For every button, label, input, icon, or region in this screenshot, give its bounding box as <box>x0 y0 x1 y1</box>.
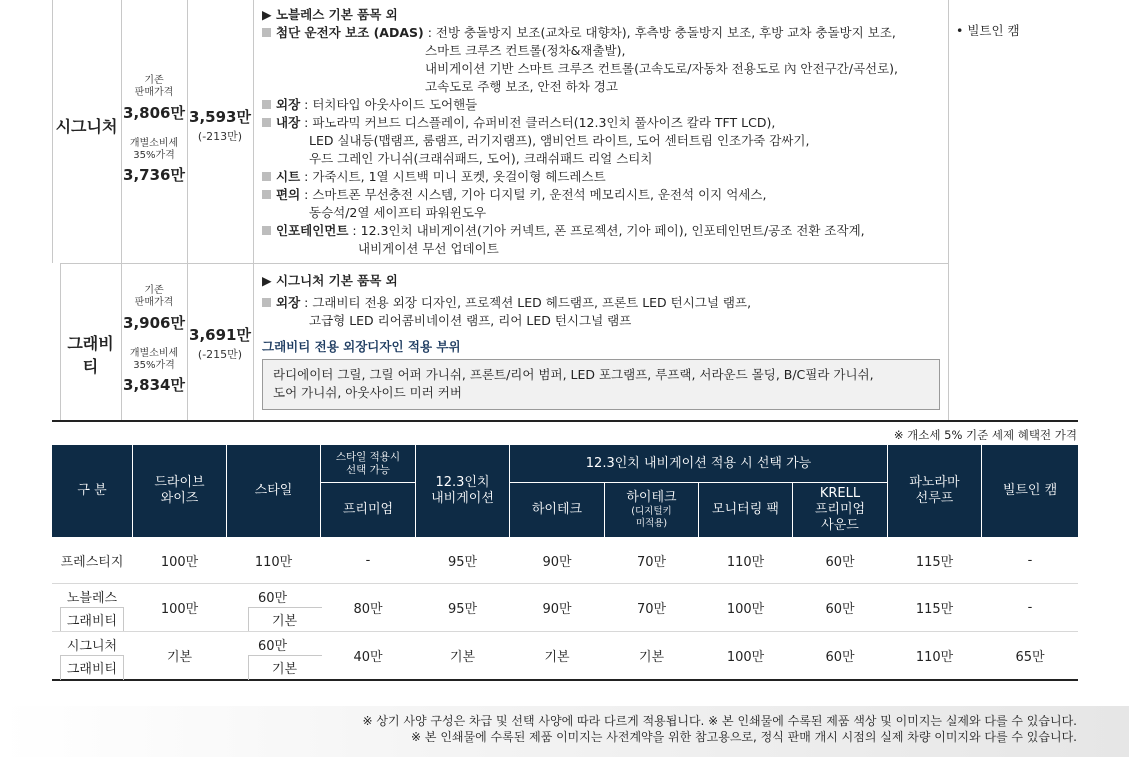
cell-cam: 65만 <box>1015 650 1045 665</box>
cell-monitoring: 110만 <box>726 554 765 570</box>
th-style-group: 스타일 적용시 선택 가능 <box>321 445 415 482</box>
cell-drive: 100만 <box>160 554 199 570</box>
trim-name-gravity: 그래비티 <box>67 334 114 376</box>
tax-price-label: 개별소비세 35%가격 <box>129 348 179 371</box>
old-price: 3,806만 <box>123 104 185 122</box>
trim-name-signature: 시그니처 <box>55 117 118 136</box>
gravity-design-title: 그래비티 전용 외장디자인 적용 부위 <box>262 339 461 354</box>
spec-line: 12.3인치 내비게이션(기아 커넥트, 폰 프로젝션, 기아 페이), 인포테인먼트/공조 전환 조작계, <box>360 223 865 238</box>
th-builtin-cam: 빌트인 캠 <box>982 445 1078 537</box>
cell-drive: 기본 <box>166 650 193 665</box>
cell-hitech2: 70만 <box>636 602 667 617</box>
spec-line: 파노라믹 커브드 디스플레이, 슈퍼비전 클러스터(12.3인치 풀사이즈 칼라 TFT LCD), <box>312 115 776 130</box>
spec-line: 내비게이션 무선 업데이트 <box>358 241 499 256</box>
cell-hitech2: 기본 <box>638 650 665 665</box>
footer-line-1: ※ 상기 사양 구성은 차급 및 선택 사양에 따라 다르게 적용됩니다. ※ 본 인쇄물에 수록된 제품 색상 및 이미지는 실제와 다를 수 있습니다. <box>362 714 1077 728</box>
spec-line: 고급형 LED 리어콤비네이션 램프, 리어 LED 턴시그널 램프 <box>309 313 632 328</box>
bullet-square-icon <box>262 298 271 307</box>
tax-price: 3,736만 <box>123 166 185 184</box>
spec-line: 스마트 크루즈 컨트롤(정차&재출발), <box>425 43 626 58</box>
spec-sep: : <box>300 169 313 184</box>
spec-item-seat <box>262 168 606 186</box>
spec-label: 편의 <box>276 187 301 202</box>
cell-krell: 60만 <box>825 602 855 617</box>
old-price-label: 기존 판매가격 <box>134 285 174 308</box>
th-drive-wise: 드라이브 와이즈 <box>133 445 226 537</box>
builtin-cam-item: • 빌트인 캠 <box>956 23 1020 38</box>
spec-label: 외장 <box>276 295 301 310</box>
row-trim: 시그니처 <box>66 638 118 654</box>
bullet-square-icon <box>262 100 271 109</box>
cell-monitoring: 100만 <box>726 602 765 617</box>
spec-line: 고속도로 주행 보조, 안전 하차 경고 <box>425 79 618 94</box>
spec-line: 우드 그레인 가니쉬(크래쉬패드, 도어), 크래쉬패드 리얼 스티치 <box>309 151 653 166</box>
th-gubun: 구 분 <box>52 445 132 537</box>
cell-cam: - <box>1027 552 1033 568</box>
cell-navi: 기본 <box>449 650 476 665</box>
spec-label: 외장 <box>276 97 301 112</box>
cell-monitoring: 100만 <box>726 650 765 665</box>
spec-sep: : <box>300 187 313 202</box>
spec-sep: : <box>300 295 313 310</box>
spec-label: 첨단 운전자 보조 (ADAS) <box>276 25 424 40</box>
th-hitech2-sub: (디지털키 미적용) <box>631 506 672 529</box>
th-hitech2-label: 하이테크 <box>626 490 677 505</box>
price-diff: (-215만) <box>197 348 243 361</box>
cell-hitech: 90만 <box>542 602 572 617</box>
old-price-label: 기존 판매가격 <box>134 75 174 98</box>
cell-navi: 95만 <box>447 554 478 570</box>
row-trim: 프레스티지 <box>60 554 124 570</box>
spec-item-convenience <box>262 186 766 204</box>
row-sub-trim: 그래비티 <box>66 662 118 677</box>
cell-style: 110만 <box>254 554 293 570</box>
signature-spec-heading: ▶ 노블레스 기본 품목 외 <box>262 7 398 22</box>
row-trim: 노블레스 <box>66 590 118 606</box>
cell-hitech: 90만 <box>542 554 572 570</box>
cell-krell: 60만 <box>825 554 855 570</box>
gravity-spec-heading: ▶ 시그니처 기본 품목 외 <box>262 273 398 288</box>
tax-note: ※ 개소세 5% 기준 세제 혜택전 가격 <box>893 428 1077 442</box>
cell-premium: - <box>365 552 371 568</box>
spec-sep: : <box>348 223 361 238</box>
cell-navi: 95만 <box>447 602 478 617</box>
gravity-design-line: 라디에이터 그릴, 그릴 어퍼 가니쉬, 프론트/리어 범퍼, LED 포그램프, 루프랙, 서라운드 몰딩, B/C필라 가니쉬, <box>273 367 874 382</box>
spec-label: 내장 <box>276 115 301 130</box>
row-sub-trim: 그래비티 <box>66 614 118 629</box>
price-diff: (-213만) <box>197 130 243 143</box>
spec-label: 시트 <box>276 169 301 184</box>
sale-price: 3,691만 <box>189 326 251 344</box>
cell-drive: 100만 <box>160 602 199 617</box>
cell-premium: 80만 <box>353 602 383 617</box>
cell-sunroof: 110만 <box>915 650 954 665</box>
bullet-square-icon <box>262 226 271 235</box>
spec-line: LED 실내등(맵램프, 룸램프, 러기지램프), 앰비언트 라이트, 도어 센터트림 인조가죽 감싸기, <box>309 133 810 148</box>
th-sunroof: 파노라마 선루프 <box>888 445 981 537</box>
spec-line: 스마트폰 무선충전 시스템, 기아 디지털 키, 운전석 메모리시트, 운전석 이지 억세스, <box>312 187 767 202</box>
spec-sep: : <box>300 115 313 130</box>
gravity-design-line: 도어 가니쉬, 아웃사이드 미러 커버 <box>273 385 462 400</box>
spec-label: 인포테인먼트 <box>276 223 349 238</box>
spec-line: 가죽시트, 1열 시트백 미니 포켓, 옷걸이형 헤드레스트 <box>312 169 606 184</box>
bullet-square-icon <box>262 28 271 37</box>
spec-sep: : <box>300 97 313 112</box>
footer-line-2: ※ 본 인쇄물에 수록된 제품 이미지는 사전계약을 위한 참고용으로, 정식 판매 개시 시점의 실제 차량 이미지와 다를 수 있습니다. <box>411 730 1077 744</box>
cell-hitech2: 70만 <box>636 554 667 570</box>
spec-item-infotainment <box>262 222 865 240</box>
th-navi: 12.3인치 내비게이션 <box>416 445 509 537</box>
spec-item-interior <box>262 114 775 132</box>
spec-line: 터치타입 아웃사이드 도어핸들 <box>312 97 478 112</box>
cell-style-sub: 기본 <box>271 662 298 677</box>
footer-notice <box>0 706 1129 757</box>
cell-krell: 60만 <box>825 650 855 665</box>
th-navi-group: 12.3인치 내비게이션 적용 시 선택 가능 <box>510 445 887 482</box>
th-monitoring: 모니터링 팩 <box>699 483 792 537</box>
bullet-square-icon <box>262 190 271 199</box>
cell-style: 60만 <box>258 638 288 654</box>
bullet-square-icon <box>262 172 271 181</box>
cell-sunroof: 115만 <box>915 554 954 570</box>
tax-price-label: 개별소비세 35%가격 <box>129 138 179 161</box>
th-hitech2 <box>605 483 698 537</box>
spec-item-gravity-exterior <box>262 294 751 312</box>
tax-price: 3,834만 <box>123 376 185 394</box>
old-price: 3,906만 <box>123 314 185 332</box>
cell-sunroof: 115만 <box>915 602 954 617</box>
th-style: 스타일 <box>227 445 320 537</box>
spec-line: 동승석/2열 세이프티 파워윈도우 <box>309 205 487 220</box>
spec-line: 그래비티 전용 외장 디자인, 프로젝션 LED 헤드램프, 프론트 LED 턴시그널 램프, <box>312 295 752 310</box>
sale-price: 3,593만 <box>189 108 251 126</box>
cell-hitech: 기본 <box>544 650 570 665</box>
spec-item-adas <box>262 24 896 42</box>
cell-style: 60만 <box>258 590 288 606</box>
th-hitech: 하이테크 <box>510 483 604 537</box>
spec-sep: : <box>423 25 436 40</box>
cell-cam: - <box>1027 600 1033 615</box>
cell-style-sub: 기본 <box>271 614 298 629</box>
spec-item-exterior <box>262 96 477 114</box>
bullet-square-icon <box>262 118 271 127</box>
spec-line: 내비게이션 기반 스마트 크루즈 컨트롤(고속도로/자동차 전용도로 內 안전구간/곡선로), <box>425 61 899 76</box>
th-premium: 프리미엄 <box>321 483 415 537</box>
cell-premium: 40만 <box>353 650 383 665</box>
th-krell: KRELL 프리미엄 사운드 <box>793 483 887 537</box>
spec-line: 전방 충돌방지 보조(교차로 대향차), 후측방 충돌방지 보조, 후방 교차 충돌방지 보조, <box>435 25 896 40</box>
